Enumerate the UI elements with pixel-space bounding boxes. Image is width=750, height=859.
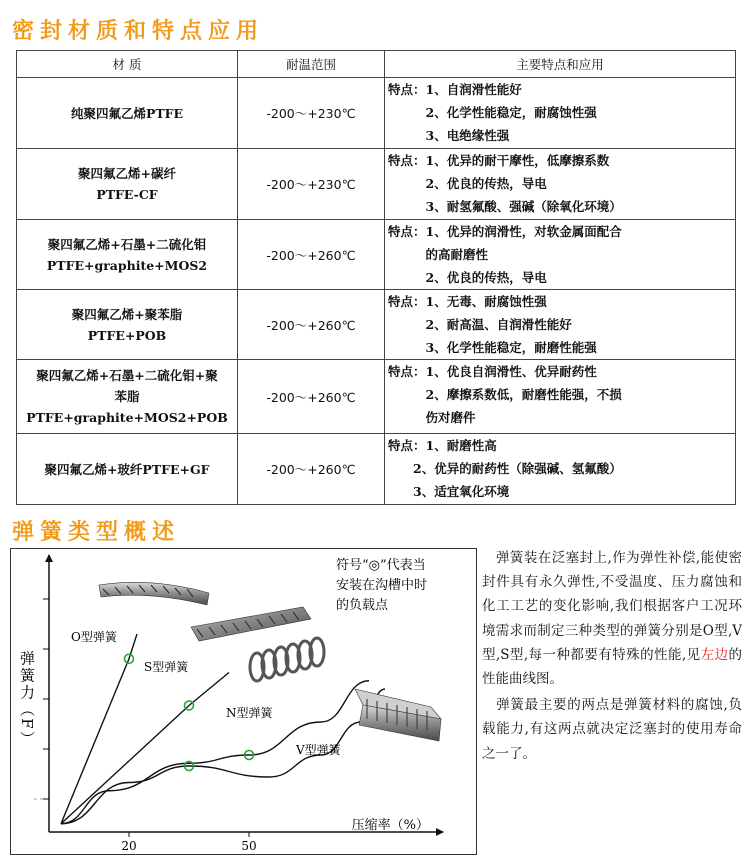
- o-spring-illustration: [99, 582, 209, 605]
- table-row: [17, 220, 736, 290]
- note-line: 安装在沟槽中时: [336, 578, 428, 593]
- y-ticks: [43, 599, 49, 799]
- material-cell: [17, 290, 238, 360]
- material-cell: [17, 360, 238, 434]
- feature-line: 3、耐氢氟酸、强碱（除氧化环境）: [388, 199, 622, 214]
- feature-line: 2、优良的传热，导电: [388, 176, 547, 191]
- material-name: 聚四氟乙烯+石墨+二硫化钼+聚: [36, 368, 218, 383]
- table-row: [17, 360, 736, 434]
- features-cell: [385, 434, 736, 505]
- description-paragraph: [482, 546, 742, 691]
- material-code: PTFE-CF: [96, 187, 158, 202]
- table-row: [17, 290, 736, 360]
- material-code: PTFE+POB: [87, 327, 167, 343]
- series-label-v: V型弹簧: [296, 743, 341, 757]
- temperature-cell: -200～+260℃: [238, 434, 385, 505]
- material-code: PTFE+graphite+MOS2: [46, 257, 208, 273]
- series-line-1: [61, 673, 229, 824]
- feature-line: 特点：1、优良自润滑性、优异耐药性: [388, 364, 597, 379]
- material-cell: [17, 434, 238, 505]
- material-name: 聚四氟乙烯+石墨+二硫化钼: [47, 236, 207, 252]
- chart-svg: [11, 549, 476, 854]
- springs-section-title: 弹簧类型概述: [12, 520, 181, 545]
- feature-line: 2、摩擦系数低，耐磨性能强，不损: [388, 387, 622, 402]
- spring-performance-chart: [10, 548, 477, 855]
- feature-line: 3、化学性能稳定，耐磨性能强: [388, 340, 597, 355]
- feature-line: 特点：1、优异的润滑性，对软金属面配合: [388, 224, 622, 239]
- feature-line: 2、耐高温、自润滑性能好: [388, 317, 572, 332]
- load-point-note: [336, 557, 427, 613]
- header-temperature: 耐温范围: [238, 51, 385, 78]
- n-spring-illustration: [250, 638, 324, 681]
- y-axis-label: 弹簧力（F）: [18, 650, 36, 748]
- header-features: 主要特点和应用: [385, 51, 736, 78]
- temperature-cell: -200～+260℃: [238, 360, 385, 434]
- material-code: PTFE+graphite+MOS2+POB: [26, 410, 228, 425]
- series-label-n: N型弹簧: [226, 706, 273, 720]
- spring-description: [482, 546, 742, 766]
- note-line: 的负载点: [336, 598, 389, 613]
- feature-line: 2、优异的耐药性（除强碱、氢氟酸）: [388, 461, 622, 476]
- x-tick-label: 20: [121, 839, 137, 853]
- temperature-cell: -200～+260℃: [238, 290, 385, 360]
- material-name: 纯聚四氟乙烯PTFE: [70, 105, 184, 121]
- features-cell: [385, 290, 736, 360]
- material-name: 聚四氟乙烯+碳纤: [78, 166, 176, 181]
- feature-line: 2、优良的传热，导电: [388, 270, 547, 285]
- description-text: 弹簧装在泛塞封上,作为弹性补偿,能使密封件具有永久弹性,不受温度、压力腐蚀和化工工艺的变化影响,我们根据客户工况环境需求而制定三种类型的弹簧分别是O型,V型,S型,每一种都要有特殊的性能,见: [482, 550, 742, 663]
- feature-line: 特点：1、优异的耐干摩性，低摩擦系数: [388, 153, 610, 168]
- description-text: 弹簧最主要的两点是弹簧材料的腐蚀,负载能力,有这两点就决定泛塞封的使用寿命之一了。: [482, 697, 743, 762]
- materials-table: [16, 50, 736, 505]
- material-cell: [17, 149, 238, 220]
- feature-line: 2、化学性能稳定，耐腐蚀性强: [388, 105, 597, 120]
- highlight-left: 左边: [700, 646, 729, 663]
- features-cell: [385, 149, 736, 220]
- features-cell: [385, 360, 736, 434]
- material-cell: [17, 78, 238, 149]
- temperature-cell: -200～+260℃: [238, 220, 385, 290]
- description-paragraph: [482, 693, 742, 766]
- feature-line: 特点：1、无毒、耐腐蚀性强: [388, 294, 547, 309]
- table-header-row: [17, 51, 736, 78]
- materials-section-title: 密封材质和特点应用: [12, 19, 265, 44]
- x-tick-label: 50: [241, 839, 257, 853]
- feature-line: 伤对磨件: [388, 410, 476, 425]
- header-material: 材 质: [17, 51, 238, 78]
- table-row: [17, 149, 736, 220]
- note-line: 符号“◎”代表当: [336, 558, 426, 573]
- feature-line: 特点：1、自润滑性能好: [388, 82, 522, 97]
- feature-line: 的高耐磨性: [388, 247, 489, 262]
- series-label-s: S型弹簧: [144, 660, 189, 674]
- feature-line: 特点：1、耐磨性高: [388, 438, 497, 453]
- x-ticks: [121, 832, 256, 853]
- feature-line: 3、适宜氧化环境: [388, 484, 510, 499]
- series-label-o: O型弹簧: [71, 630, 117, 644]
- description-text: 的性能曲线图。: [482, 646, 743, 688]
- material-name-cont: 苯脂: [114, 389, 140, 404]
- series-lines: [61, 634, 385, 824]
- material-name: 聚四氟乙烯+聚苯脂: [71, 306, 183, 322]
- features-cell: [385, 78, 736, 149]
- table-row: [17, 434, 736, 505]
- feature-line: 3、电绝缘性强: [388, 128, 510, 143]
- s-spring-illustration: [191, 607, 311, 641]
- material-name: 聚四氟乙烯+玻纤PTFE+GF: [44, 461, 210, 477]
- v-spring-illustration: [355, 689, 441, 741]
- temperature-cell: -200～+230℃: [238, 78, 385, 149]
- x-axis-label: 压缩率（%）: [351, 818, 429, 833]
- temperature-cell: -200～+230℃: [238, 149, 385, 220]
- material-cell: [17, 220, 238, 290]
- features-cell: [385, 220, 736, 290]
- table-row: [17, 78, 736, 149]
